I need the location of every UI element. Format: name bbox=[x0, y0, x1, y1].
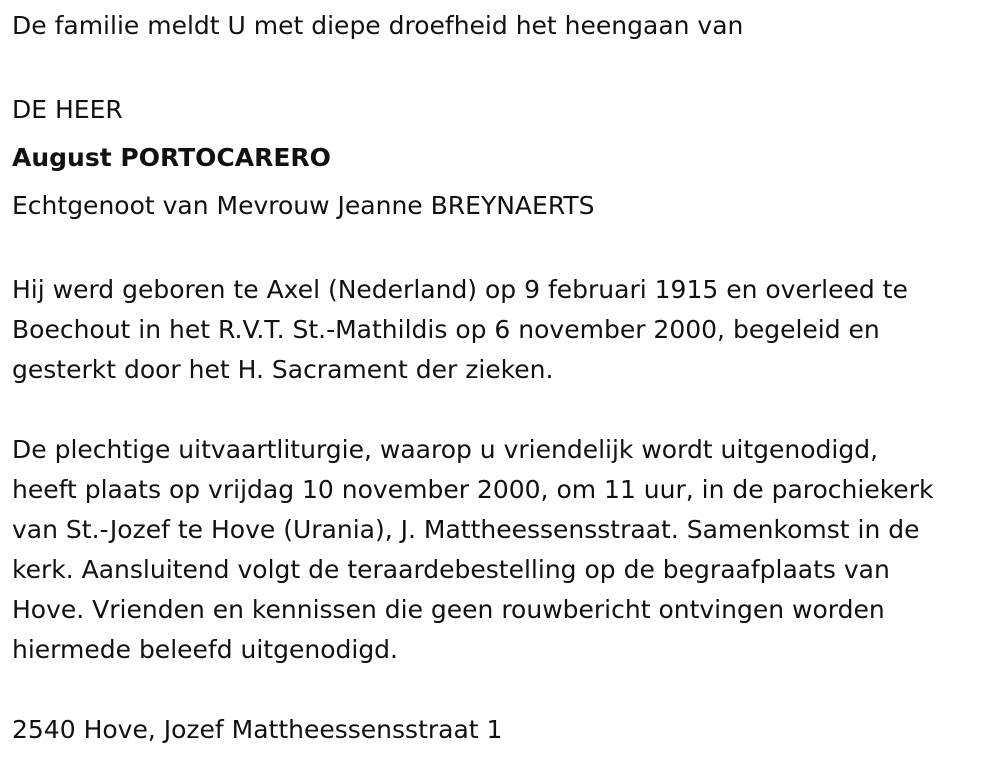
spouse-line: Echtgenoot van Mevrouw Jeanne BREYNAERTS bbox=[12, 191, 595, 220]
spacer bbox=[12, 46, 988, 86]
spacer bbox=[12, 230, 988, 270]
paragraph-line: Hij werd geboren te Axel (Nederland) op 9 februari 1915 en overleed te bbox=[12, 275, 908, 304]
birth-death-paragraph bbox=[12, 270, 988, 390]
title-prefix: DE HEER bbox=[12, 95, 123, 124]
address: 2540 Hove, Jozef Mattheessensstraat 1 bbox=[12, 715, 503, 744]
paragraph-line: heeft plaats op vrijdag 10 november 2000, om 11 uur, in de parochiekerk bbox=[12, 475, 934, 504]
spacer bbox=[12, 390, 988, 430]
funeral-paragraph bbox=[12, 430, 988, 670]
paragraph-line: kerk. Aansluitend volgt de teraardebestelling op de begraafplaats van bbox=[12, 555, 890, 584]
paragraph-line: van St.-Jozef te Hove (Urania), J. Mattheessensstraat. Samenkomst in de bbox=[12, 515, 920, 544]
paragraph-line: gesterkt door het H. Sacrament der zieken. bbox=[12, 355, 554, 384]
paragraph-line: De plechtige uitvaartliturgie, waarop u vriendelijk wordt uitgenodigd, bbox=[12, 435, 879, 464]
paragraph-line: hiermede beleefd uitgenodigd. bbox=[12, 635, 398, 664]
paragraph-line: Boechout in het R.V.T. St.-Mathildis op 6 november 2000, begeleid en bbox=[12, 315, 880, 344]
deceased-block bbox=[12, 86, 988, 230]
spacer bbox=[12, 670, 988, 710]
paragraph-line: Hove. Vrienden en kennissen die geen rouwbericht ontvingen worden bbox=[12, 595, 885, 624]
deceased-name: August PORTOCARERO bbox=[12, 143, 331, 172]
intro-text: De familie meldt U met diepe droefheid het heengaan van bbox=[12, 11, 744, 40]
